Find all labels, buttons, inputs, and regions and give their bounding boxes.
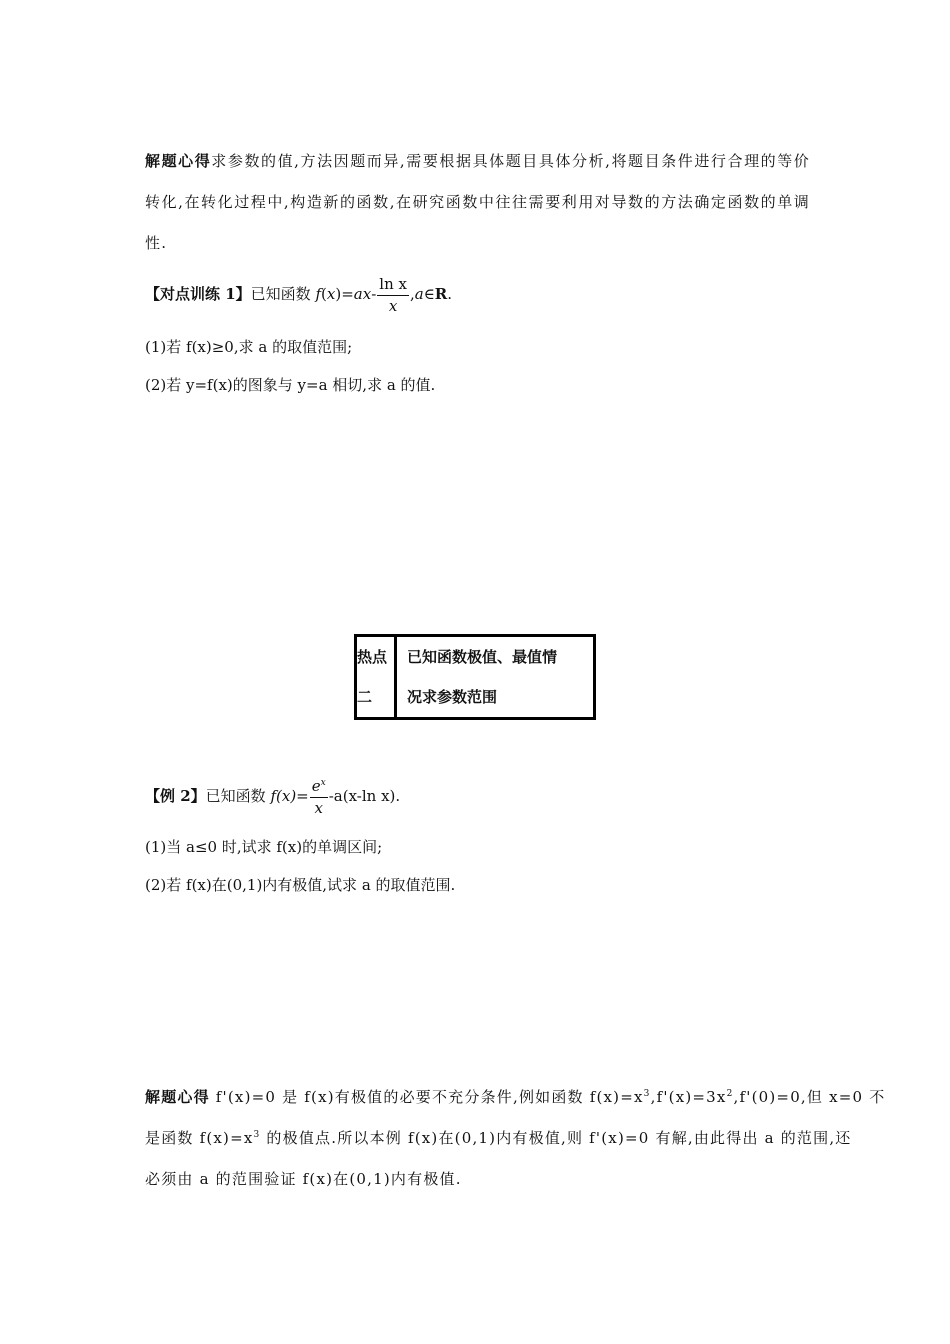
fraction-ex-over-x: $\frac{e^x}{x}$	[311, 776, 326, 817]
hotspot-title-cell: 已知函数极值、最值情 况求参数范围	[407, 648, 558, 706]
hotspot-2-box	[354, 634, 596, 720]
example-2-statement: 【例 2】已知函数 f(x)= $\frac{e^x}{x}$ -a(x-ln x).	[145, 776, 401, 817]
tip-text: 求参数的值,方法因题而异,需要根据具体题目具体分析,将题目条件进行合理的等价转化,在转化过程中,构造新的函数,在研究函数中往往需要利用对导数的方法确定函数的单调性.	[145, 152, 810, 252]
exercise-1-statement: 【对点训练 1】已知函数 f(x)=ax- $\frac{\text{ln x}}{x}$ ,a∈R.	[145, 274, 453, 315]
hotspot-number-cell: 热点 二	[357, 637, 397, 717]
tip-label: 解题心得	[145, 1088, 210, 1106]
example-2-question-2: (2)若 f(x)在(0,1)内有极值,试求 a 的取值范围.	[145, 876, 456, 894]
exercise-1-question-1: (1)若 f(x)≥0,求 a 的取值范围;	[145, 338, 353, 356]
solution-tip-1	[145, 141, 810, 264]
exercise-1-question-2: (2)若 y=f(x)的图象与 y=a 相切,求 a 的值.	[145, 376, 436, 394]
tip-label: 解题心得	[145, 152, 212, 170]
example-2-question-1: (1)当 a≤0 时,试求 f(x)的单调区间;	[145, 838, 383, 856]
exercise-tag: 【对点训练 1】	[145, 285, 251, 303]
example-tag: 【例 2】	[145, 787, 206, 805]
fraction-lnx-over-x: $\frac{\text{ln x}}{x}$	[379, 274, 407, 315]
solution-tip-2: 解题心得 f'(x)=0 是 f(x)有极值的必要不充分条件,例如函数 $f(x)=x^3,f'(x)=3x^2,f'(0)=0$,但 x=0 不 是函数 $f(x)=x^3$ 的极值点.所以本例 f(x)在(0,1)内有极值,则 f'(x)=0 有解,由此得出 a 的范围,还 必须由 a 的范围验证 f(x)在(0,1)内有极值.	[145, 1088, 886, 1188]
